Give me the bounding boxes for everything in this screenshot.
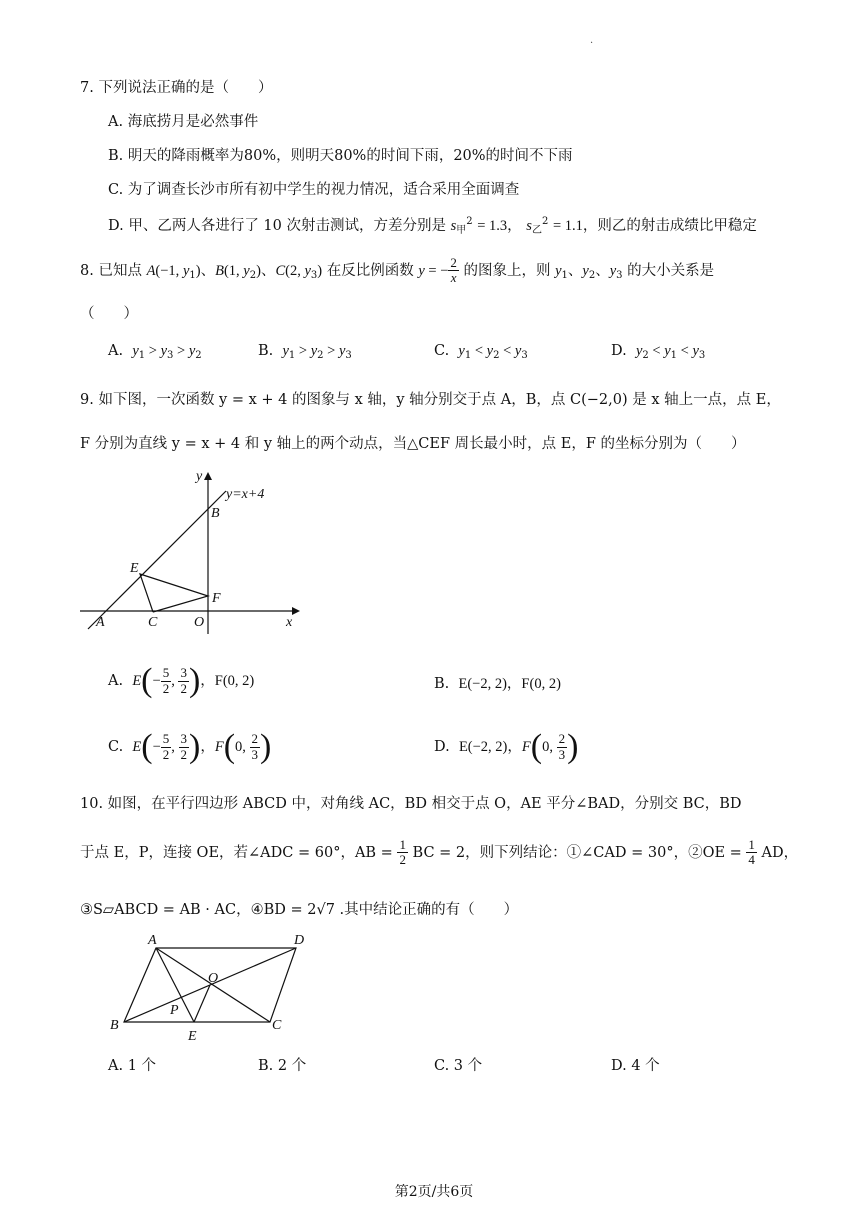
label-a: A [96,615,105,630]
q9-line1: 9. 如下图，一次函数 y = x + 4 的图象与 x 轴，y 轴分别交于点 A，B，点 C(−2,0) 是 x 轴上一点，点 E， [80,392,781,408]
q8-option-c: C. $y_1 < y_2 < y_3$ [434,343,528,361]
q7-option-c: C. 为了调查长沙市所有初中学生的视力情况，适合采用全面调查 [108,182,520,198]
q9-option-c: C. E(− $\frac{5}{2}$ , $\frac{3}{2}$ )，F(0, $\frac{2}{3}$ ) [108,728,272,765]
q8-option-a: A. $y_1 > y_3 > y_2$ [108,343,202,361]
q10-option-a: A. 1 个 [108,1058,157,1074]
label-b: B [110,1018,119,1033]
q7-stem: 7. 下列说法正确的是（ ） [80,80,273,96]
q10-option-c: C. 3 个 [434,1058,483,1074]
q7-option-a: A. 海底捞月是必然事件 [108,114,259,130]
label-f: F [212,591,221,606]
label-c: C [148,615,158,630]
q9-line2: F 分别为直线 y = x + 4 和 y 轴上的两个动点，当△CEF 周长最小时，点 E，F 的坐标分别为（ ） [80,436,746,452]
q8-option-d: D. $y_2 < y_1 < y_3$ [611,343,706,361]
triangle-cef [140,574,208,612]
label-y: y [196,469,203,484]
label-x: x [286,615,293,630]
label-line: y=x+4 [226,487,265,502]
label-e: E [188,1029,197,1044]
y-axis-arrow [204,472,212,480]
q10-line2: 于点 E，P，连接 OE，若∠ADC = 60°，AB = $\frac{1}{2}$ BC = 2，则下列结论：①∠CAD = 30°，②OE = $\frac{1}{4}$ AD， [80,837,799,868]
q8-stem: 8. 已知点 A(−1, $y_1$)、B(1, $y_2$)、C(2, $y_3$) 在反比例函数 y = − $\frac{2}{x}$ 的图象上，则 $y_1$、$y_2$、$y_3$ 的大小关系是 [80,255,715,286]
q10-line1: 10. 如图，在平行四边形 ABCD 中，对角线 AC，BD 相交于点 O，AE 平分∠BAD，分别交 BC，BD [80,796,742,812]
q9-option-a: A. E(− $\frac{5}{2}$ , $\frac{3}{2}$ )，F(0, 2) [108,662,255,699]
q8-option-b: B. $y_1 > y_2 > y_3$ [258,343,352,361]
label-p: P [170,1003,179,1018]
x-axis-arrow [292,607,300,615]
page-footer: 第2页/共6页 [394,1184,474,1200]
label-c: C [272,1018,282,1033]
label-b: B [211,506,220,521]
page-dot: · [590,38,594,49]
q9-option-b: B. E(−2, 2)，F(0, 2) [434,676,561,692]
q10-line3: ③S▱ABCD = AB · AC，④BD = 2√7 .其中结论正确的有（ ） [80,902,519,918]
q9-figure [74,466,304,636]
q7-option-d: D. 甲、乙两人各进行了 10 次射击测试，方差分别是 $s_甲^2 = 1.3$， $s_乙^2 = 1.1$，则乙的射击成绩比甲稳定 [108,216,757,236]
label-e: E [130,561,139,576]
q10-option-d: D. 4 个 [611,1058,660,1074]
q8-paren: （ ） [80,306,138,322]
q10-option-b: B. 2 个 [258,1058,307,1074]
q7-option-b: B. 明天的降雨概率为80%，则明天80%的时间下雨，20%的时间不下雨 [108,148,573,164]
label-o: O [208,971,219,986]
q9-option-d: D. E(−2, 2)，F(0, $\frac{2}{3}$ ) [434,728,579,765]
label-d: D [294,933,305,948]
line-y-x-4 [88,491,226,629]
q10-figure [104,926,324,1046]
label-a: A [148,933,157,948]
label-o: O [194,615,205,630]
